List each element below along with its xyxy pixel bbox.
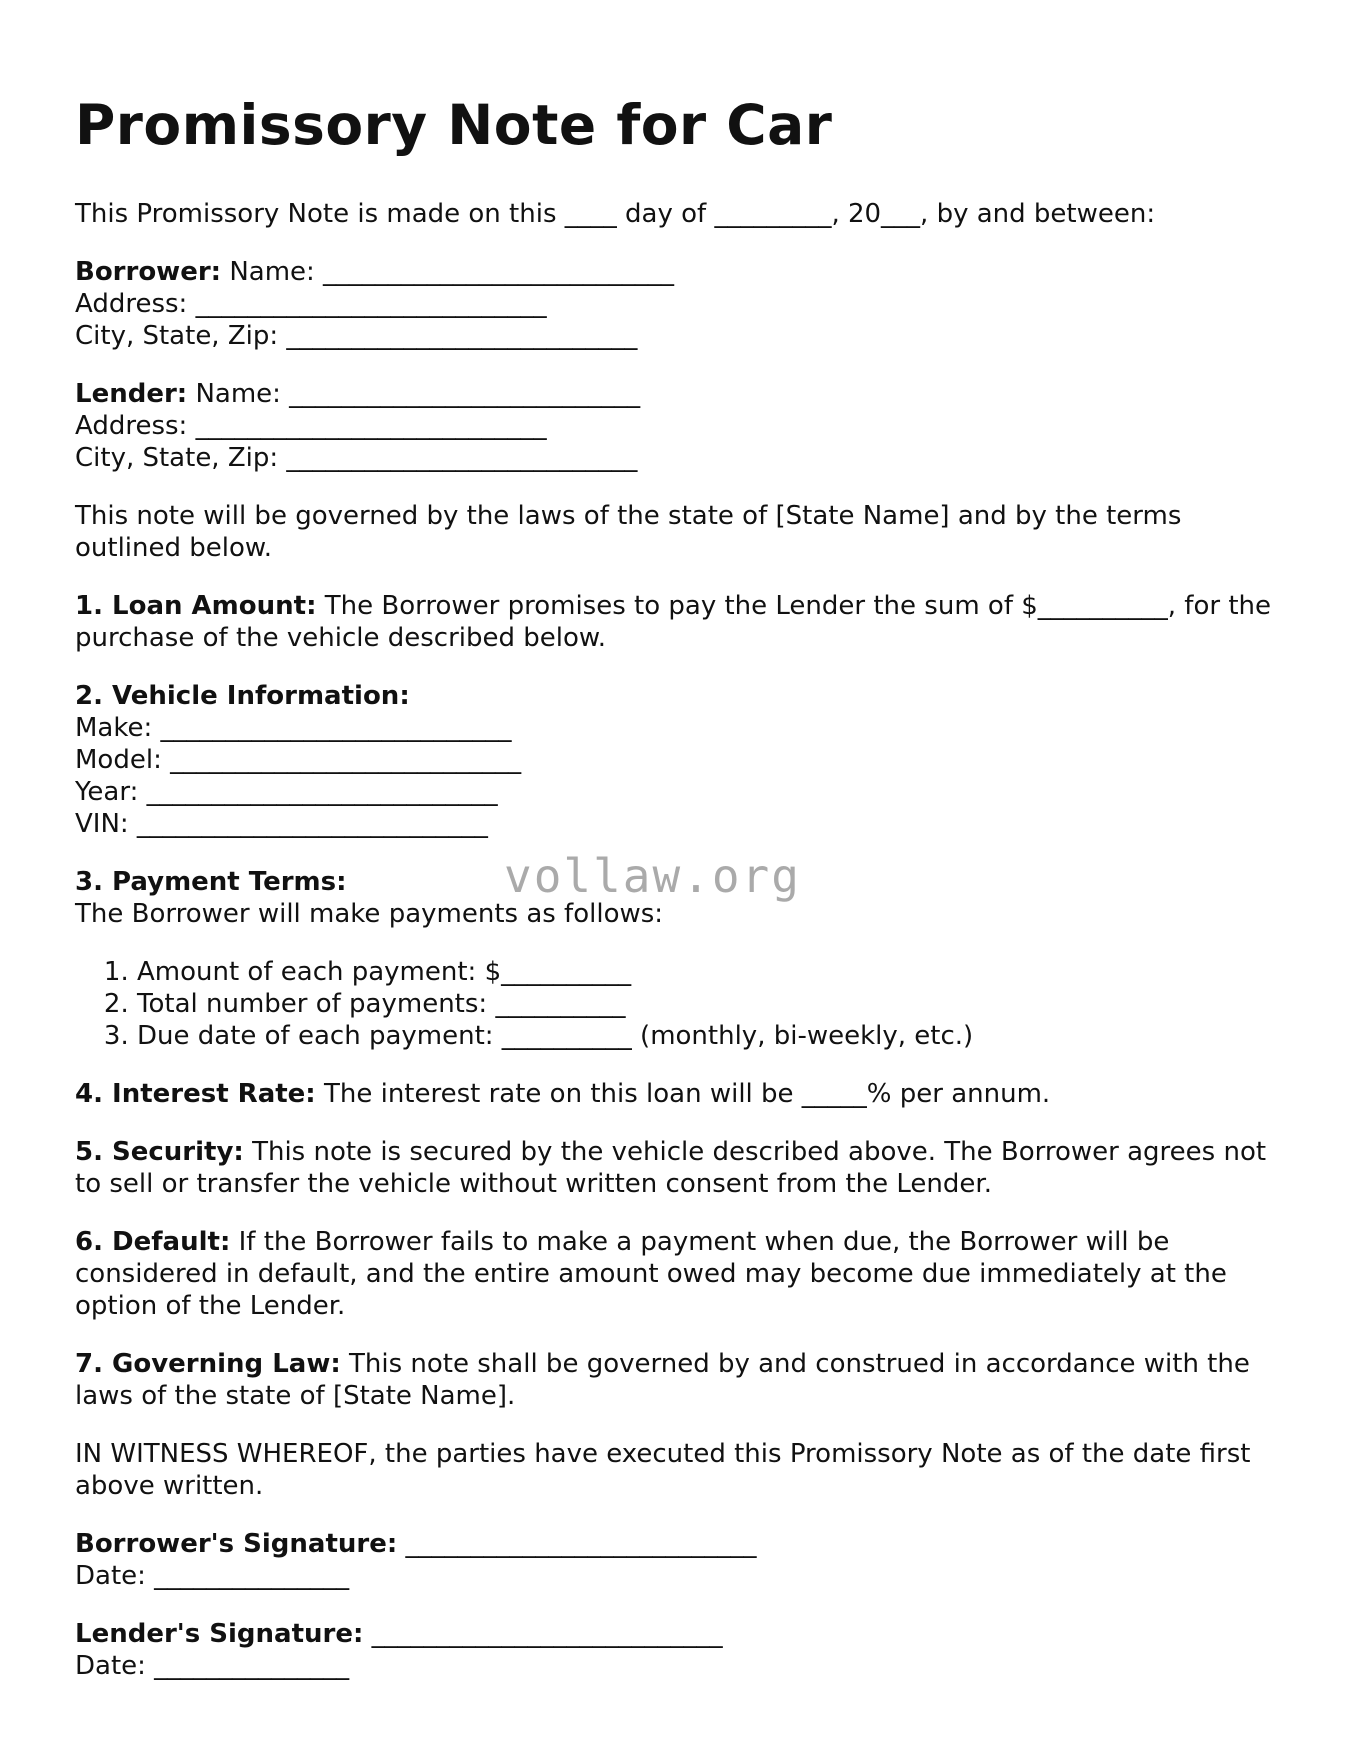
vehicle-year-field: Year: ___________________________	[75, 777, 498, 807]
lender-date-field: Date: _______________	[75, 1651, 350, 1681]
borrower-label: Borrower:	[75, 257, 222, 287]
borrower-signature-line	[75, 1528, 1285, 1560]
interest-label: 4. Interest Rate:	[75, 1079, 316, 1109]
borrower-block	[75, 256, 1285, 352]
vehicle-vin-field: VIN: ___________________________	[75, 809, 488, 839]
security-label: 5. Security:	[75, 1137, 244, 1167]
governing-law-label: 7. Governing Law:	[75, 1349, 341, 1379]
security-section	[75, 1136, 1285, 1200]
lender-signature-label: Lender's Signature:	[75, 1619, 364, 1649]
lender-name-line	[75, 378, 1285, 410]
governed-paragraph: This note will be governed by the laws of the state of [State Name] and by the terms outlined below.	[75, 501, 1182, 563]
watermark: vollaw.org	[504, 849, 801, 903]
list-item: 2. Total number of payments: __________	[137, 988, 1285, 1020]
interest-text: The interest rate on this loan will be _____% per annum.	[315, 1079, 1051, 1109]
default-text: If the Borrower fails to make a payment when due, the Borrower will be considered in default, and the entire amount owed may become due immediately at the option of the Lender.	[75, 1227, 1227, 1321]
vehicle-section	[75, 680, 1285, 840]
lender-signature-block	[75, 1618, 1285, 1682]
lender-label: Lender:	[75, 379, 188, 409]
intro-paragraph: This Promissory Note is made on this ____ day of _________, 20___, by and between:	[75, 199, 1156, 229]
borrower-address-field: Address: ___________________________	[75, 289, 547, 319]
borrower-signature-label: Borrower's Signature:	[75, 1529, 398, 1559]
vehicle-label: 2. Vehicle Information:	[75, 681, 410, 711]
loan-amount-section	[75, 590, 1285, 654]
interest-section	[75, 1078, 1285, 1110]
payment-label: 3. Payment Terms:	[75, 867, 347, 897]
borrower-name-field: Name: ___________________________	[221, 257, 675, 287]
page-title: Promissory Note for Car	[75, 93, 833, 157]
borrower-name-line	[75, 256, 1285, 288]
default-section	[75, 1226, 1285, 1322]
borrower-signature-block	[75, 1528, 1285, 1592]
security-text: This note is secured by the vehicle described above. The Borrower agrees not to sell or transfer the vehicle without written consent from the Lender.	[75, 1137, 1267, 1199]
lender-signature-field: ___________________________	[363, 1619, 723, 1649]
lender-name-field: Name: ___________________________	[187, 379, 641, 409]
list-item: 3. Due date of each payment: __________ (monthly, bi-weekly, etc.)	[137, 1020, 1285, 1052]
default-label: 6. Default:	[75, 1227, 231, 1257]
borrower-signature-field: ___________________________	[397, 1529, 757, 1559]
loan-amount-text: The Borrower promises to pay the Lender the sum of $__________, for the purchase of the vehicle described below.	[75, 591, 1271, 653]
vehicle-model-field: Model: ___________________________	[75, 745, 522, 775]
payment-intro: The Borrower will make payments as follows:	[75, 899, 664, 929]
lender-signature-line	[75, 1618, 1285, 1650]
governing-law-text: This note shall be governed by and construed in accordance with the laws of the state of [State Name].	[75, 1349, 1250, 1411]
list-item: 1. Amount of each payment: $__________	[137, 956, 1285, 988]
vehicle-make-field: Make: ___________________________	[75, 713, 512, 743]
lender-address-field: Address: ___________________________	[75, 411, 547, 441]
witness-paragraph: IN WITNESS WHEREOF, the parties have executed this Promissory Note as of the date first above written.	[75, 1439, 1251, 1501]
lender-city-field: City, State, Zip: ___________________________	[75, 443, 638, 473]
governing-law-section	[75, 1348, 1285, 1412]
loan-amount-label: 1. Loan Amount:	[75, 591, 317, 621]
payment-list	[75, 956, 1285, 1052]
borrower-date-field: Date: _______________	[75, 1561, 350, 1591]
lender-block	[75, 378, 1285, 474]
borrower-city-field: City, State, Zip: ___________________________	[75, 321, 638, 351]
